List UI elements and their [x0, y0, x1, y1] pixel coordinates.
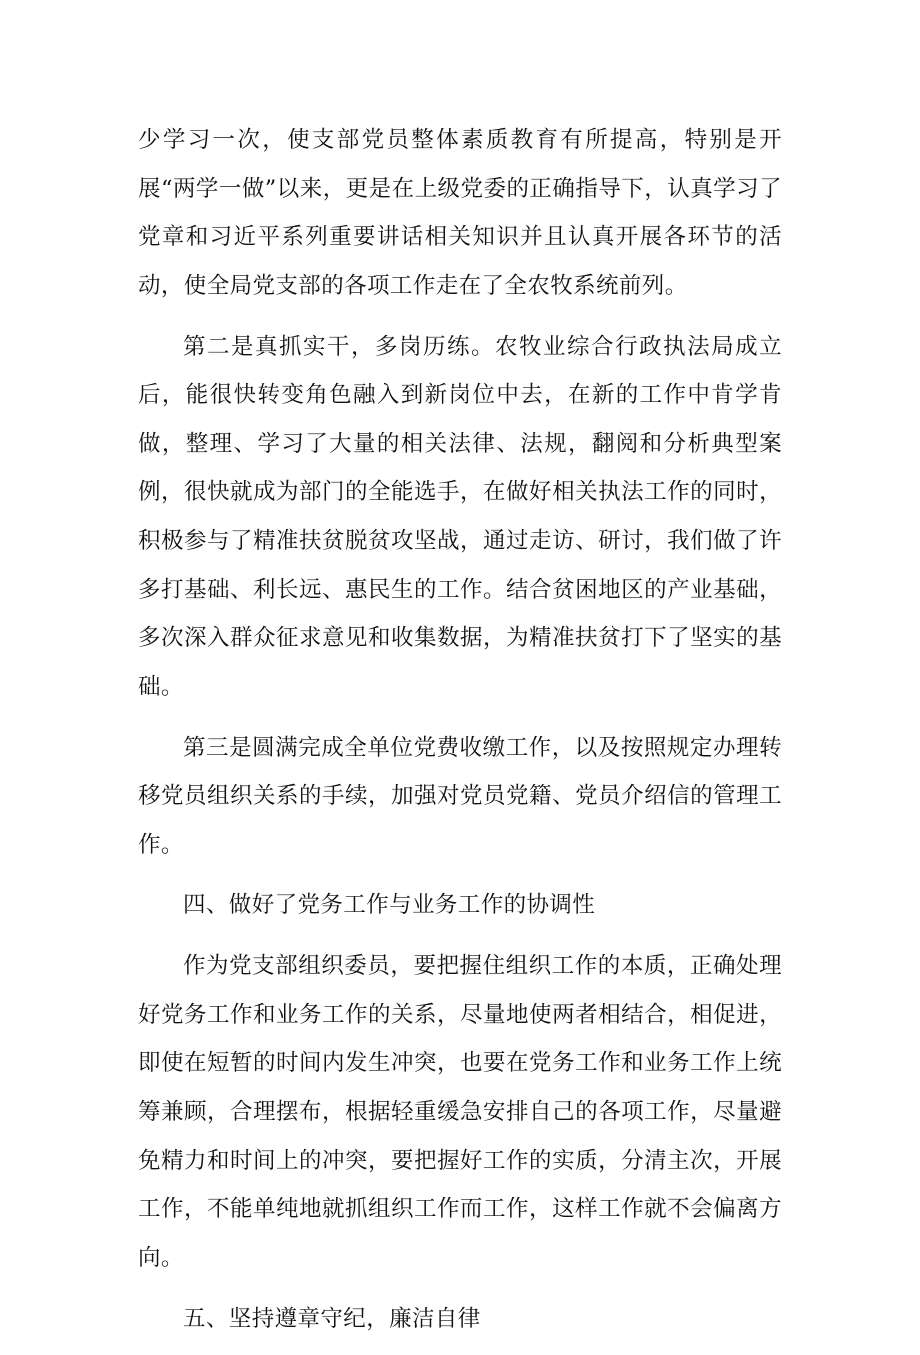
paragraph-continued-study: 少学习一次，使支部党员整体素质教育有所提高，特别是开展“两学一做”以来，更是在上级党委的正确指导下，认真学习了党章和习近平系列重要讲话相关知识并且认真开展各环节的活动，使全局党支部的各项工作走在了全农牧系统前列。	[138, 127, 782, 299]
paragraph-coordination: 作为党支部组织委员，要把握住组织工作的本质，正确处理好党务工作和业务工作的关系，尽量地使两者相结合，相促进，即使在短暂的时间内发生冲突，也要在党务工作和业务工作上统筹兼顾，合理摆布，根据轻重缓急安排自己的各项工作，尽量避免精力和时间上的冲突，要把握好工作的实质，分清主次，开展工作，不能单纯地就抓组织工作而工作，这样工作就不会偏离方向。	[138, 953, 782, 1271]
paragraph-second-point: 第二是真抓实干，多岗历练。农牧业综合行政执法局成立后，能很快转变角色融入到新岗位中去，在新的工作中肯学肯做，整理、学习了大量的相关法律、法规，翻阅和分析典型案例，很快就成为部门的全能选手，在做好相关执法工作的同时，积极参与了精准扶贫脱贫攻坚战，通过走访、研讨，我们做了许多打基础、利长远、惠民生的工作。结合贫困地区的产业基础，多次深入群众征求意见和收集数据，为精准扶贫打下了坚实的基础。	[138, 333, 782, 700]
section-heading-four: 四、做好了党务工作与业务工作的协调性	[183, 892, 596, 919]
section-heading-five: 五、坚持遵章守纪，廉洁自律	[183, 1305, 481, 1332]
paragraph-third-point: 第三是圆满完成全单位党费收缴工作，以及按照规定办理转移党员组织关系的手续，加强对党员党籍、党员介绍信的管理工作。	[138, 734, 782, 858]
document-body	[138, 116, 782, 1355]
